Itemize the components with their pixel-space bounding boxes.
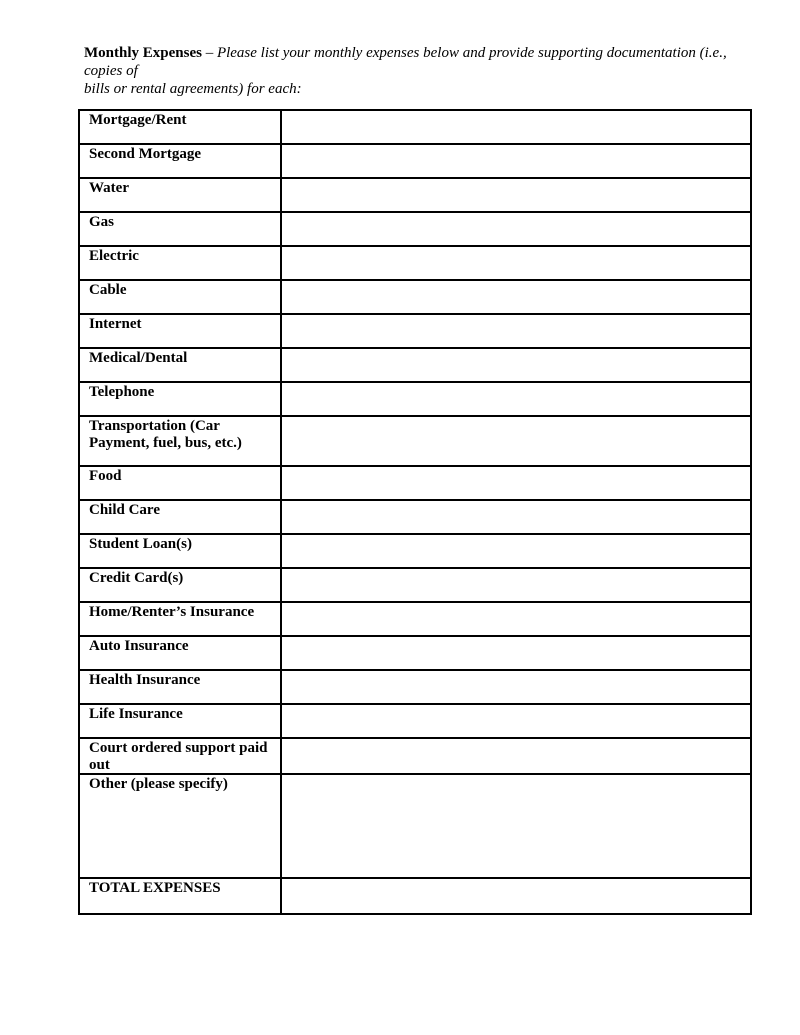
form-instructions-line1: – Please list your monthly expenses below and provide supporting documentation (i.e., copies of — [84, 45, 727, 79]
expense-label: Water — [79, 178, 281, 212]
table-row — [79, 602, 751, 636]
expense-label: Life Insurance — [79, 704, 281, 738]
table-row — [79, 466, 751, 500]
table-row — [79, 704, 751, 738]
expense-label: Electric — [79, 246, 281, 280]
expense-value-cell — [281, 178, 751, 212]
expense-label: Mortgage/Rent — [79, 110, 281, 144]
expense-value-cell — [281, 416, 751, 466]
expense-value-cell — [281, 670, 751, 704]
total-expenses-label: TOTAL EXPENSES — [79, 878, 281, 914]
expense-label: Internet — [79, 314, 281, 348]
expense-value-cell — [281, 568, 751, 602]
expense-value-cell — [281, 246, 751, 280]
table-row — [79, 534, 751, 568]
table-row — [79, 738, 751, 774]
expense-label: Child Care — [79, 500, 281, 534]
expense-label: Court ordered support paid out — [79, 738, 281, 774]
table-row — [79, 670, 751, 704]
expense-value-cell — [281, 500, 751, 534]
expense-label: Health Insurance — [79, 670, 281, 704]
expense-value-cell — [281, 212, 751, 246]
expense-label: Auto Insurance — [79, 636, 281, 670]
expense-label: Cable — [79, 280, 281, 314]
expense-label: Home/Renter’s Insurance — [79, 602, 281, 636]
total-expenses-value-cell — [281, 878, 751, 914]
expense-label: Medical/Dental — [79, 348, 281, 382]
table-row — [79, 314, 751, 348]
expense-label: Second Mortgage — [79, 144, 281, 178]
expense-label: Credit Card(s) — [79, 568, 281, 602]
expense-label: Food — [79, 466, 281, 500]
monthly-expenses-table — [78, 109, 752, 915]
expense-value-cell — [281, 280, 751, 314]
expense-value-cell — [281, 636, 751, 670]
table-row — [79, 178, 751, 212]
expense-value-cell — [281, 738, 751, 774]
expense-label: Telephone — [79, 382, 281, 416]
expense-value-cell — [281, 110, 751, 144]
expense-value-cell — [281, 704, 751, 738]
table-row — [79, 110, 751, 144]
table-row — [79, 500, 751, 534]
table-row — [79, 416, 751, 466]
expense-value-cell — [281, 314, 751, 348]
expense-label: Gas — [79, 212, 281, 246]
table-row-total — [79, 878, 751, 914]
expense-value-cell — [281, 382, 751, 416]
expense-label: Other (please specify) — [79, 774, 281, 878]
form-instructions-line2: bills or rental agreements) for each: — [84, 81, 302, 97]
expense-value-cell — [281, 144, 751, 178]
table-row — [79, 280, 751, 314]
expense-label: Transportation (Car Payment, fuel, bus, etc.) — [79, 416, 281, 466]
expense-value-cell — [281, 348, 751, 382]
table-row — [79, 348, 751, 382]
table-row — [79, 774, 751, 878]
table-row — [79, 382, 751, 416]
expense-value-cell — [281, 774, 751, 878]
form-title: Monthly Expenses — [84, 45, 202, 61]
expense-value-cell — [281, 534, 751, 568]
table-row — [79, 568, 751, 602]
table-row — [79, 144, 751, 178]
table-row — [79, 212, 751, 246]
form-instructions — [84, 0, 764, 98]
table-row — [79, 636, 751, 670]
expense-value-cell — [281, 466, 751, 500]
expense-label: Student Loan(s) — [79, 534, 281, 568]
expense-value-cell — [281, 602, 751, 636]
table-row — [79, 246, 751, 280]
